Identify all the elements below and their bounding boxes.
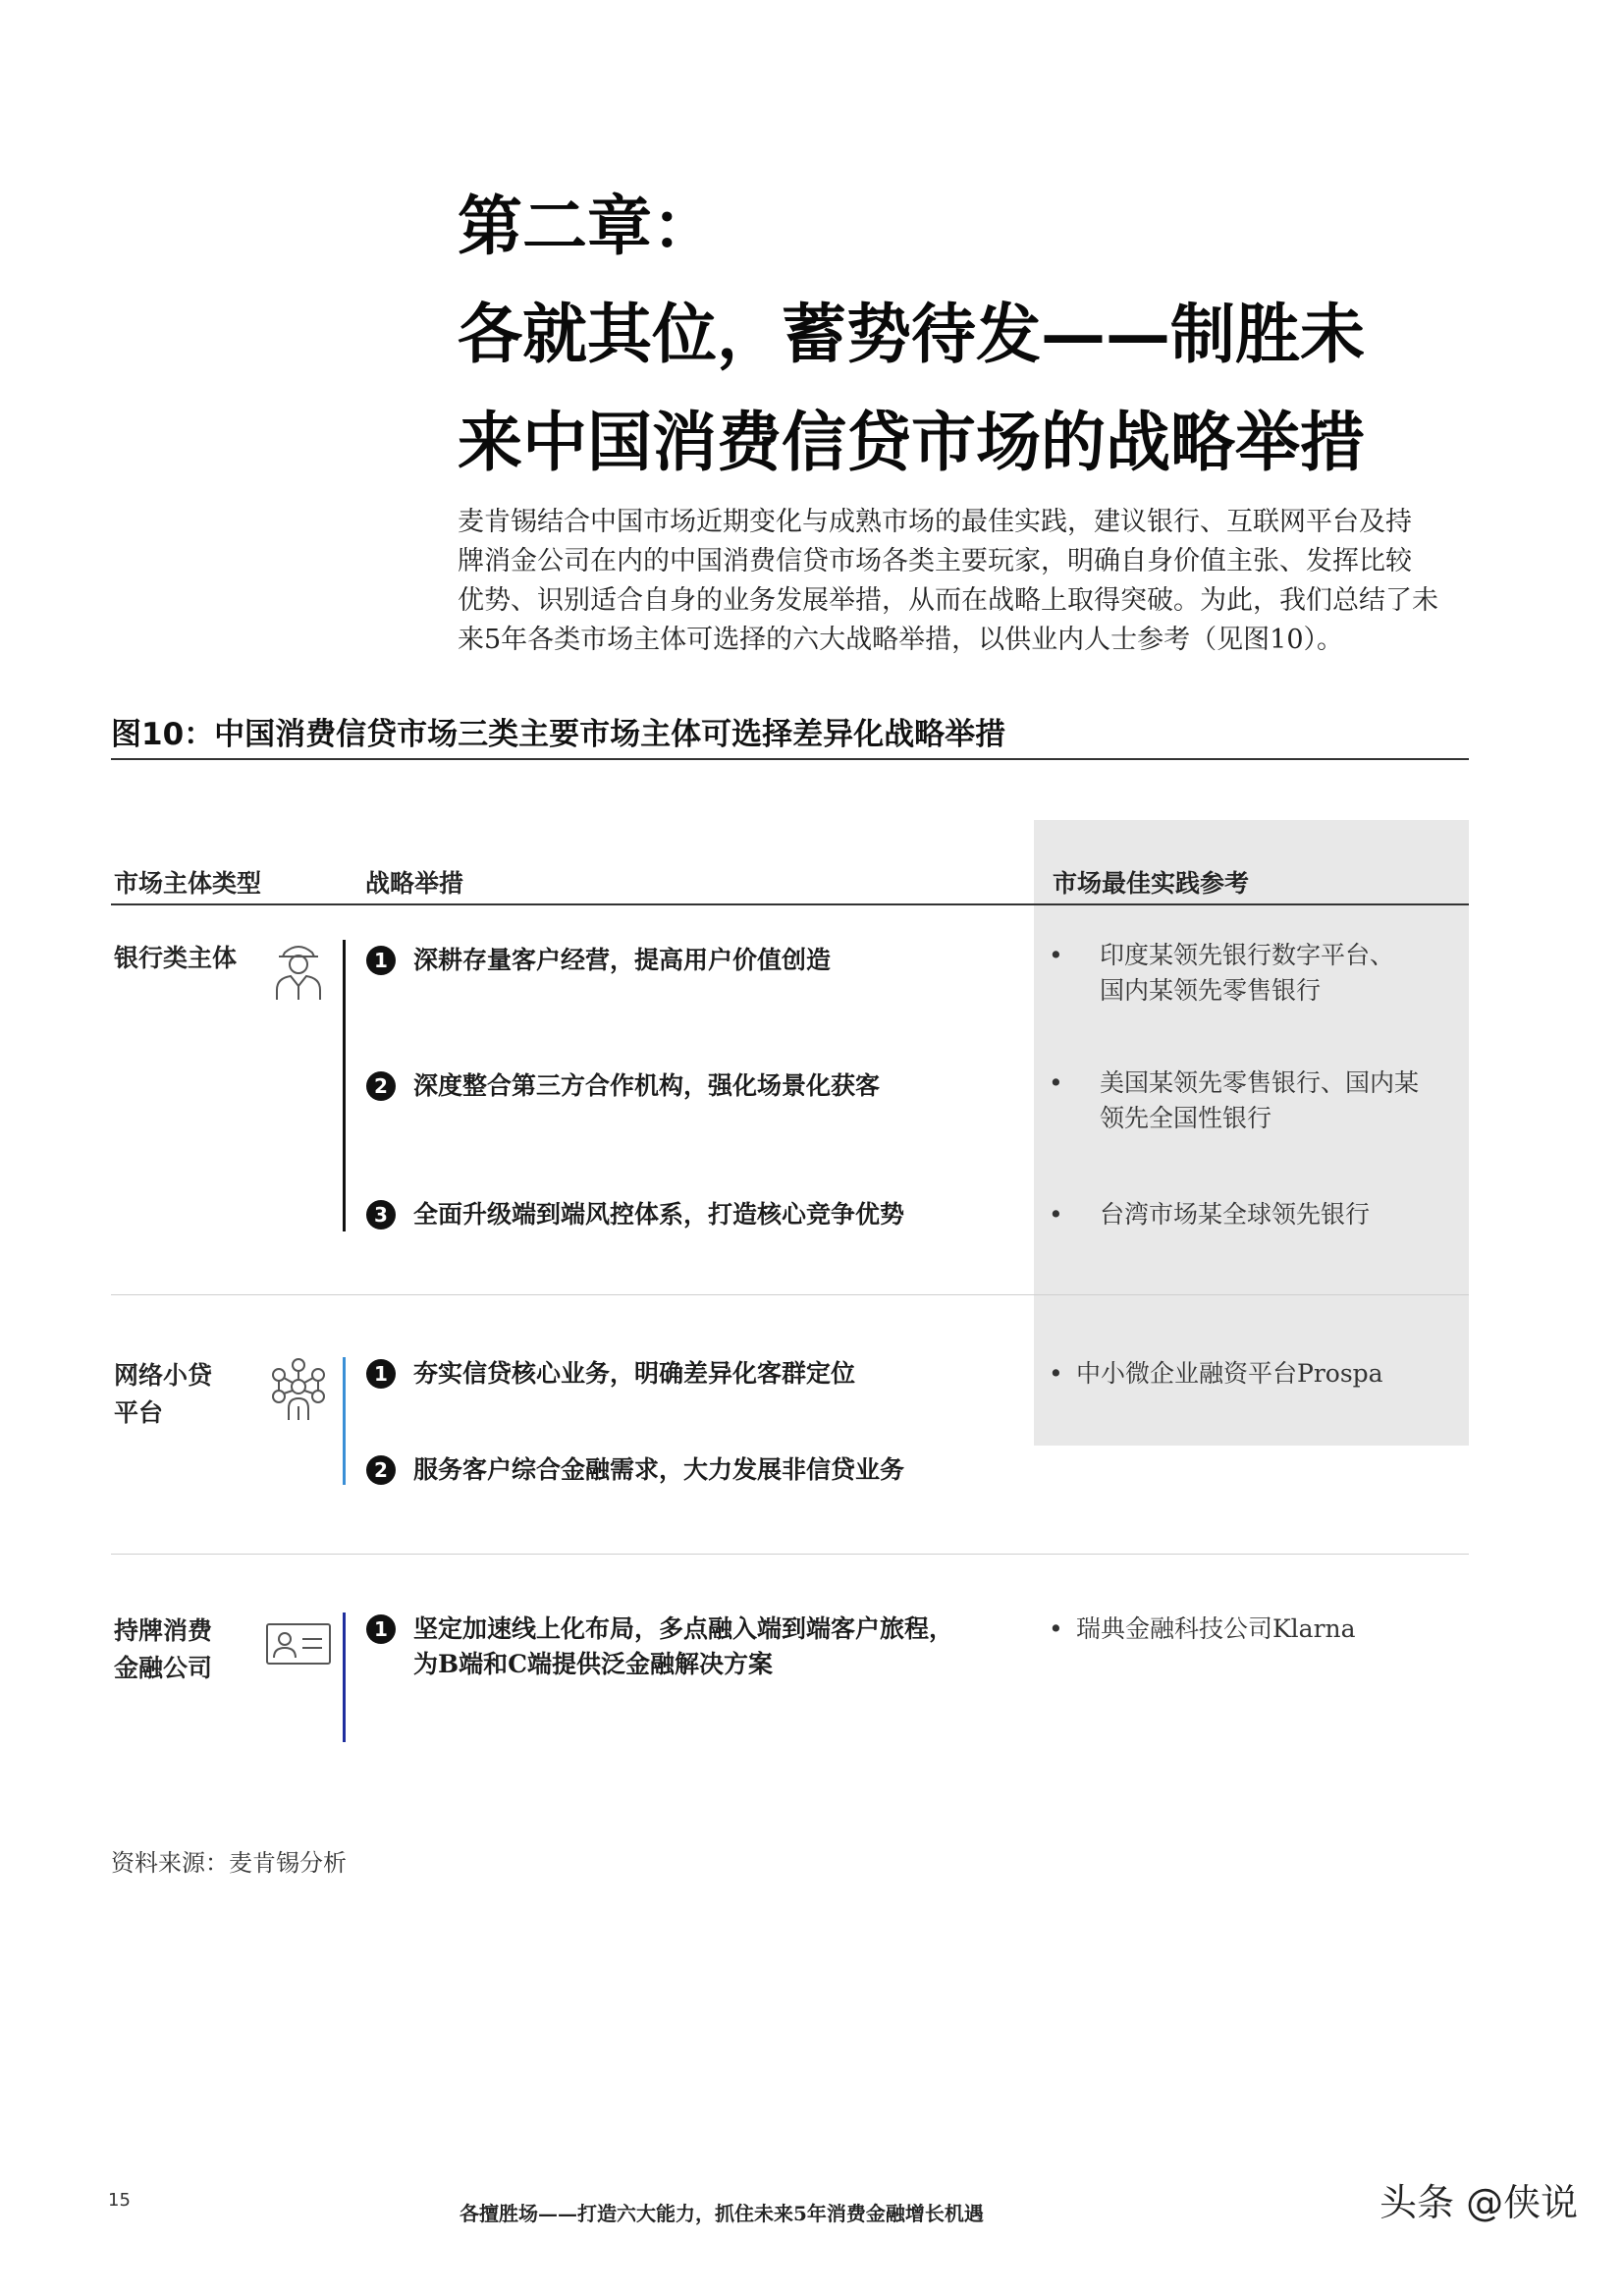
bullet-icon: • bbox=[1049, 1200, 1063, 1229]
best-practice-ref: 印度某领先银行数字平台、 国内某领先零售银行 bbox=[1100, 941, 1395, 1005]
network-people-icon bbox=[263, 1353, 334, 1424]
best-practice-ref: 中小微企业融资平台Prospa bbox=[1076, 1359, 1383, 1388]
figure-title-rule bbox=[111, 758, 1469, 760]
segment-divider bbox=[111, 1554, 1469, 1555]
segment-divider bbox=[111, 1294, 1469, 1295]
header-rule bbox=[111, 903, 1469, 905]
bullet-icon: • bbox=[1049, 1359, 1063, 1388]
best-practice-ref: 台湾市场某全球领先银行 bbox=[1100, 1200, 1371, 1229]
best-practice-ref: 瑞典金融科技公司Klarna bbox=[1076, 1614, 1356, 1643]
bullet-icon: • bbox=[1049, 941, 1063, 969]
bullet-icon: • bbox=[1049, 1614, 1063, 1643]
figure-title: 图10：中国消费信贷市场三类主要市场主体可选择差异化战略举措 bbox=[111, 717, 1006, 752]
intro-line: 麦肯锡结合中国市场近期变化与成熟市场的最佳实践，建议银行、互联网平台及持 bbox=[458, 507, 1412, 537]
id-card-icon bbox=[265, 1622, 332, 1666]
segment-bar-network bbox=[343, 1357, 346, 1485]
intro-line: 来5年各类市场主体可选择的六大战略举措，以供业内人士参考（见图10）。 bbox=[458, 625, 1344, 655]
action-number: 2 bbox=[366, 1455, 396, 1485]
action-number: 1 bbox=[366, 946, 396, 975]
segment-label-bank: 银行类主体 bbox=[114, 944, 238, 972]
chapter-title-line-2: 各就其位，蓄势待发——制胜未 bbox=[458, 296, 1365, 372]
chapter-title-line-3: 来中国消费信贷市场的战略举措 bbox=[458, 404, 1365, 480]
intro-paragraph bbox=[458, 503, 1459, 660]
page-number: 15 bbox=[108, 2190, 131, 2211]
action-text: 全面升级端到端风控体系，打造核心竞争优势 bbox=[413, 1200, 905, 1229]
action-number: 2 bbox=[366, 1071, 396, 1101]
watermark: 头条 @侠说 bbox=[1380, 2181, 1579, 2224]
action-number: 3 bbox=[366, 1200, 396, 1230]
segment-bar-bank bbox=[343, 940, 346, 1231]
action-text: 坚定加速线上化布局，多点融入端到端客户旅程， 为B端和C端提供泛金融解决方案 bbox=[413, 1614, 954, 1678]
best-practice-ref: 美国某领先零售银行、国内某 领先全国性银行 bbox=[1100, 1068, 1420, 1132]
segment-label-network: 网络小贷 平台 bbox=[114, 1361, 213, 1427]
bullet-icon: • bbox=[1049, 1068, 1063, 1097]
segment-label-licensed: 持牌消费 金融公司 bbox=[114, 1616, 213, 1682]
header-entity-type: 市场主体类型 bbox=[114, 869, 262, 898]
header-best-practice: 市场最佳实践参考 bbox=[1053, 869, 1250, 898]
banker-person-icon bbox=[263, 933, 334, 1004]
action-text: 服务客户综合金融需求，大力发展非信贷业务 bbox=[413, 1455, 905, 1484]
action-text: 夯实信贷核心业务，明确差异化客群定位 bbox=[413, 1359, 856, 1388]
intro-line: 优势、识别适合自身的业务发展举措，从而在战略上取得突破。为此，我们总结了未 bbox=[458, 585, 1438, 616]
intro-line: 牌消金公司在内的中国消费信贷市场各类主要玩家，明确自身价值主张、发挥比较 bbox=[458, 546, 1412, 576]
source-note: 资料来源：麦肯锡分析 bbox=[111, 1849, 347, 1877]
action-number: 1 bbox=[366, 1359, 396, 1389]
action-text: 深度整合第三方合作机构，强化场景化获客 bbox=[413, 1071, 881, 1100]
segment-bar-licensed bbox=[343, 1613, 346, 1742]
action-text: 深耕存量客户经营，提高用户价值创造 bbox=[413, 946, 832, 974]
header-strategy: 战略举措 bbox=[365, 869, 464, 898]
chapter-title-line-1: 第二章： bbox=[458, 188, 717, 264]
running-footer: 各擅胜场——打造六大能力，抓住未来5年消费金融增长机遇 bbox=[460, 2202, 984, 2225]
action-number: 1 bbox=[366, 1614, 396, 1644]
chapter-title bbox=[458, 172, 1557, 496]
